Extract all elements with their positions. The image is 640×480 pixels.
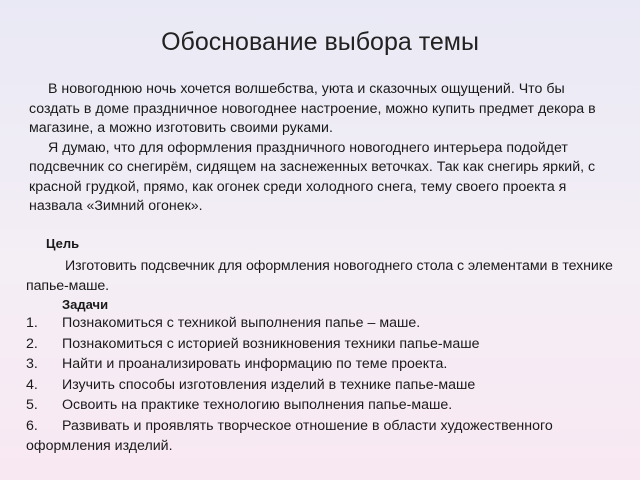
- task-number: 2.: [26, 335, 38, 352]
- intro-paragraph-2: Я думаю, что для оформления праздничного новогоднего интерьера подойдет подсвечник со снегирём, сидящем на заснеженных веточках. Так как снегирь яркий, с красной грудкой, прямо, как огонек среди холодного снега, тему своего проекта я назвала «Зимний огонек».: [29, 139, 596, 214]
- task-number: 3.: [26, 356, 38, 372]
- task-item: [26, 334, 620, 355]
- task-text: Познакомиться с техникой выполнения папье – маше.: [62, 315, 421, 331]
- task-number: 6.: [26, 417, 38, 434]
- tasks-list: [26, 313, 620, 457]
- task-item: [26, 313, 620, 334]
- task-number: 4.: [26, 376, 38, 393]
- tasks-heading: Задачи: [62, 297, 109, 312]
- task-text: Развивать и проявлять творческое отношение в области художественного оформления изделий.: [26, 417, 553, 454]
- task-number: 1.: [26, 315, 38, 331]
- slide-title: Обоснование выбора темы: [161, 28, 479, 56]
- task-item: [26, 416, 620, 457]
- task-text: Познакомиться с историей возникновения техники папье-маше: [62, 335, 480, 352]
- task-text: Освоить на практике технологию выполнения папье-маше.: [62, 397, 453, 413]
- task-item: [26, 354, 620, 375]
- task-number: 5.: [26, 397, 38, 413]
- intro-section: [29, 80, 619, 217]
- task-item: [26, 375, 620, 396]
- goal-heading: Цель: [46, 236, 80, 251]
- task-item: [26, 395, 620, 416]
- task-text: Найти и проанализировать информацию по теме проекта.: [62, 356, 448, 372]
- intro-paragraph-1: В новогоднюю ночь хочется волшебства, уюта и сказочных ощущений. Что бы создать в доме праздничное новогоднее настроение, можно купить предмет декора в магазине, а можно изготовить своими руками.: [29, 81, 596, 136]
- task-text: Изучить способы изготовления изделий в технике папье-маше: [62, 376, 476, 393]
- goal-text: Изготовить подсвечник для оформления новогоднего стола с элементами в технике папье-маше.: [26, 258, 613, 294]
